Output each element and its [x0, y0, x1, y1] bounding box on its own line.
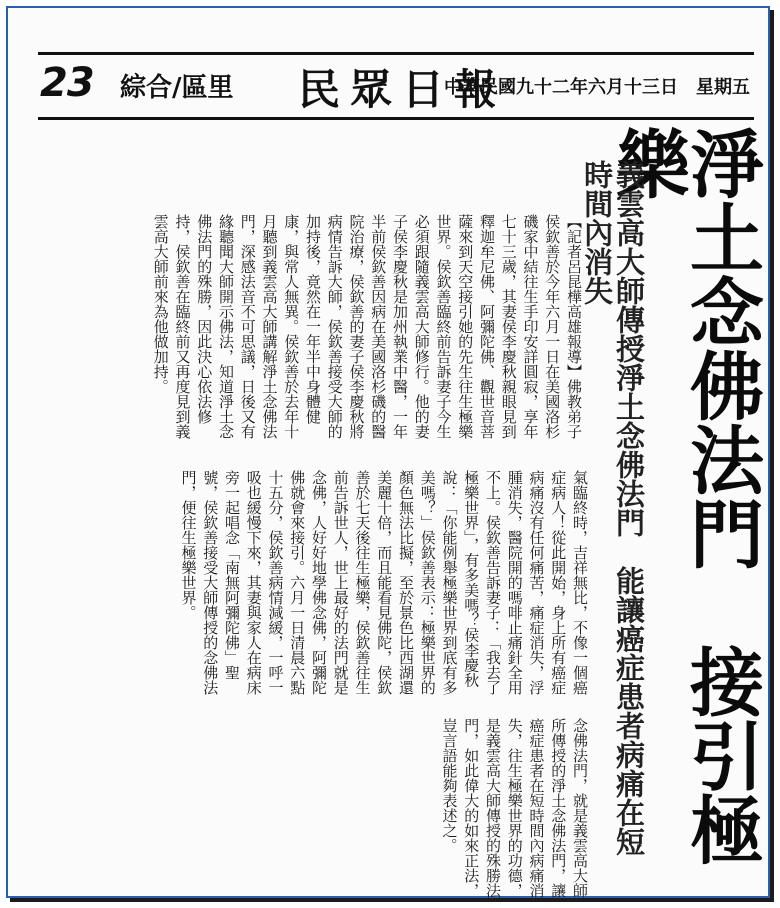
article-headline: 淨土念佛法門 接引極樂 [604, 126, 764, 866]
clipping-frame [6, 6, 770, 898]
issue-date: 中華民國九十二年六月十三日 星期五 [444, 77, 750, 98]
newspaper-name: 民眾日報 [298, 65, 507, 114]
article-body-block-3: 念佛法門，就是義雲高大師所傳授的淨土念佛法門，讓癌症患者在短時間內病痛消失，往生極樂世界的功德，是義雲高大師傳授的殊勝法門，如此偉大的如來正法，豈言語能夠表述之。 [440, 718, 589, 898]
newspaper-header [38, 52, 754, 120]
page-number: 23 [40, 60, 94, 106]
article-subheadline: 義雲高大師傳授淨土念佛法門 能讓癌症患者病痛在短時間內消失 [580, 160, 646, 856]
article-body-block-2: 氣臨終時，吉祥無比，不像一個癌症病人！從此開始，身上所有癌症病痛沒有任何痛苦，痛症消失，浮腫消失，醫院開的嗎啡止痛針全用不上。侯欽善告訴妻子：「我去了極樂世界」，有多美嗎？侯李慶秋說：「你能例舉極樂世界到底有多美嗎？」侯欽善表示：極樂世界的顏色無法比擬，至於景色比西湖還美麗十倍，而且能看見佛陀，侯欽善於七天後往生極樂，侯欽善往生前告訴世人，世上最好的法門就是念佛，人好好地學佛念佛，阿彌陀佛就會來接引。六月一日清晨六點十五分，侯欽善病情減緩，一呼一吸也緩慢下來，其妻與家人在病床旁一起唱念「南無阿彌陀佛」聖號，侯欽善接受大師傳授的念佛法門，便往生極樂世界。 [179, 470, 589, 695]
article-body-block-1: 【記者呂昆樺高雄報導】佛教弟子侯欽善於今年六月一日在美國洛杉磯家中結往生手印安詳圓寂，享年七十三歲，其妻侯李慶秋親眼見到釋迦牟尼佛、阿彌陀佛、觀世音菩薩來到天空接引她的先生往生極樂世界。侯欽善臨終前告訴妻子今生必須跟隨義雲高大師修行。他的妻子侯李慶秋是加州執業中醫，一年半前侯欽善因病在美國洛杉磯的醫院治療，侯欽善的妻子侯李慶秋將病情告訴大師，侯欽善接受大師的加持後，竟然在一年半中身體健康，與常人無異。侯欽善於去年十月聽到義雲高大師講解淨土念佛法門，深感法音不可思議，日後又有緣聽聞大師開示佛法，知道淨土念佛法門的殊勝，因此決心依法修持，侯欽善在臨終前又再度見到義雲高大師前來為他做加持。 [151, 214, 583, 439]
section-name: 綜合/區里 [120, 73, 234, 103]
